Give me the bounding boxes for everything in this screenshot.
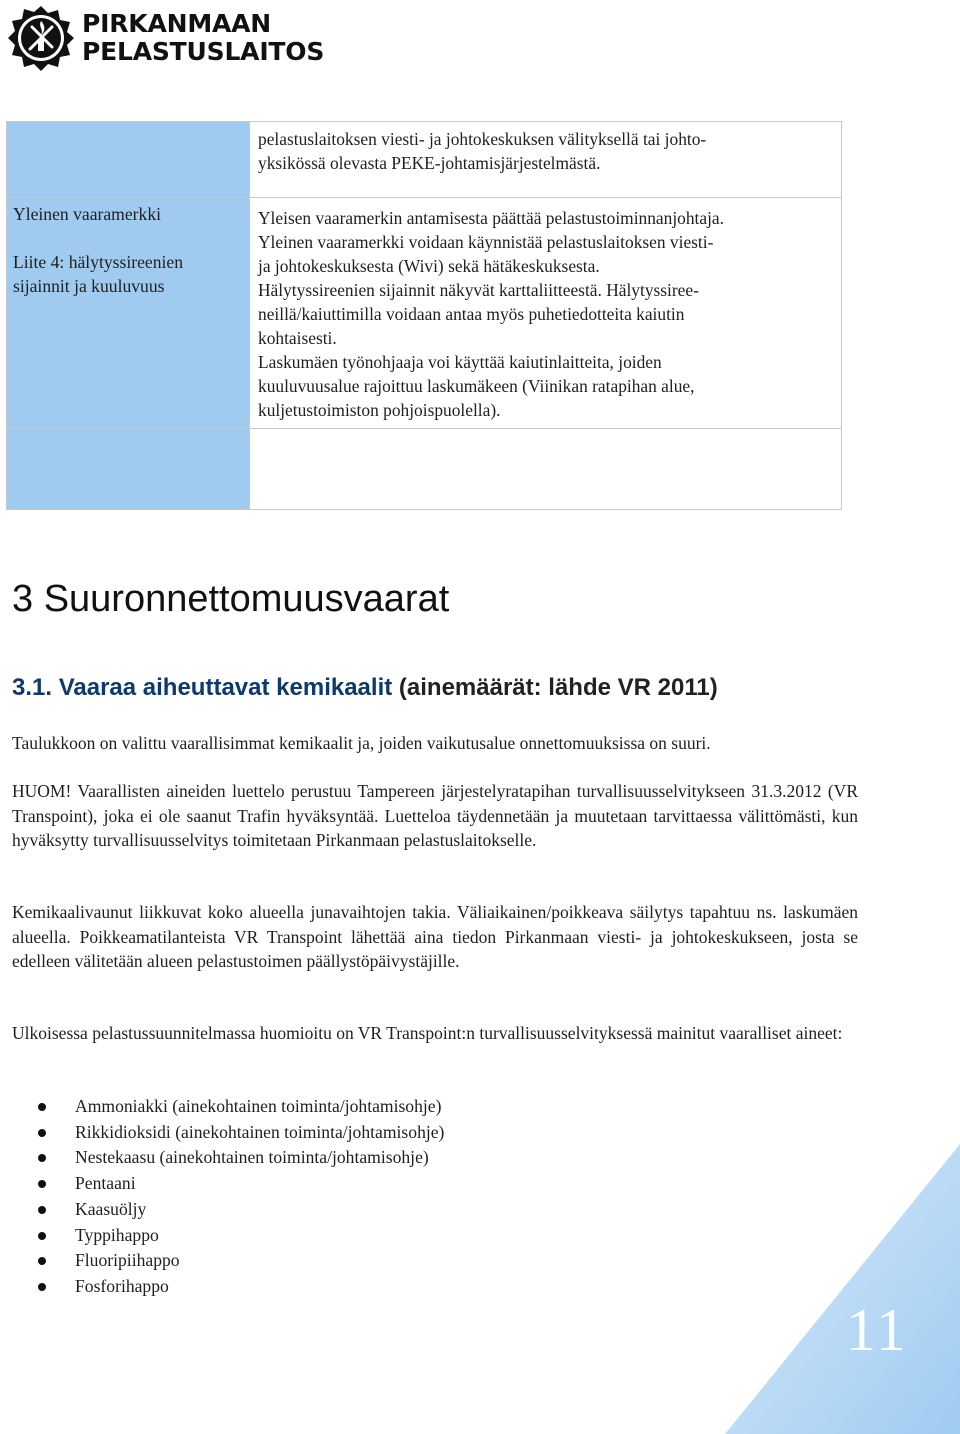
paragraph-4: Ulkoisessa pelastussuunnitelmassa huomioitu on VR Transpoint:n turvallisuusselvityksessä mainitut vaaralliset aineet: <box>12 1023 843 1043</box>
paragraph-2: HUOM! Vaarallisten aineiden luettelo perustuu Tampereen järjestelyratapihan turvallisuusselvitykseen 31.3.2012 (VR Transpoint), joka ei ole saanut Trafin hyväksyntää. Luetteloa täydennetään ja muutetaan tarvittaessa välittömästi, kun hyväksytty turvallisuusselvitys toimitetaan Pirkanmaan pelastuslaitokselle. <box>12 781 858 850</box>
list-item <box>38 1248 444 1274</box>
fire-rescue-emblem-icon <box>8 5 74 71</box>
subsection-heading <box>12 674 718 702</box>
table-cell-left <box>7 198 250 429</box>
list-item <box>38 1197 444 1223</box>
paragraph-1: Taulukkoon on valittu vaarallisimmat kemikaalit ja, joiden vaikutusalue onnettomuuksissa on suuri. <box>12 733 711 753</box>
row2-left <box>7 198 249 298</box>
bullet-icon <box>38 1257 46 1265</box>
paragraph-3: Kemikaalivaunut liikkuvat koko alueella junavaihtojen takia. Väliaikainen/poikkeava säilytys tapahtuu ns. laskumäen alueella. Poikkeamatilanteista VR Transpoint lähettää aina tiedon Pirkanmaan viesti- ja johtokeskukseen, josta se edelleen välitetään alueen pelastustoimen päällystöpäivystäjille. <box>12 902 858 971</box>
table-cell-right <box>250 429 842 510</box>
table-cell-left <box>7 429 250 510</box>
info-table <box>6 121 842 510</box>
list-item <box>38 1171 444 1197</box>
bullet-icon <box>38 1180 46 1188</box>
bullet-icon <box>38 1206 46 1214</box>
bullet-icon <box>38 1283 46 1291</box>
logo-line-2: PELASTUSLAITOS <box>82 37 325 66</box>
list-item <box>38 1120 444 1146</box>
page-number: 11 <box>846 1297 908 1363</box>
list-item <box>38 1274 444 1300</box>
spacer <box>13 226 241 250</box>
row2-left-sub: Liite 4: hälytyssireenien sijainnit ja kuuluvuus <box>13 252 184 296</box>
logo-text <box>82 10 324 66</box>
bullet-icon <box>38 1103 46 1111</box>
table-row <box>7 429 842 510</box>
list-item-label: Fluoripiihappo <box>75 1250 180 1271</box>
row1-text: pelastuslaitoksen viesti- ja johtokeskuksen välityksellä tai johto- yksikössä olevasta PEKE-johtamisjärjestelmästä. <box>258 129 707 173</box>
list-item-label: Kaasuöljy <box>75 1198 147 1219</box>
table-cell-right <box>250 198 842 429</box>
list-item <box>38 1145 444 1171</box>
section-heading: 3 Suuronnettomuusvaarat <box>12 578 450 620</box>
page-header <box>8 4 324 72</box>
list-item-label: Nestekaasu (ainekohtainen toiminta/johtamisohje) <box>75 1147 429 1168</box>
table-cell-left <box>7 122 250 198</box>
row2-left-title: Yleinen vaaramerkki <box>13 204 162 224</box>
corner-decoration <box>725 1144 960 1434</box>
list-item <box>38 1223 444 1249</box>
row2-text: Yleisen vaaramerkin antamisesta päättää pelastustoiminnanjohtaja. Yleinen vaaramerkki voidaan käynnistää pelastuslaitoksen viesti- ja johtokeskuksesta (Wivi) sekä hätäkeskuksesta. Hälytyssireenien sijainnit näkyvät karttaliitteestä. Hälytyssiree- neillä/kaiuttimilla voidaan antaa myös puhetiedotteita kaiutin kohtaisesti. Laskumäen työnohjaaja voi käyttää kaiutinlaitteita, joiden kuuluvuusalue rajoittuu laskumäkeen (Viinikan ratapihan alue, kuljetustoimiston pohjoispuolella). <box>258 208 724 420</box>
bullet-icon <box>38 1232 46 1240</box>
list-item-label: Typpihappo <box>75 1224 159 1245</box>
list-item-label: Fosforihappo <box>75 1275 169 1296</box>
subsection-heading-bold: 3.1. Vaaraa aiheuttavat kemikaalit <box>12 674 393 701</box>
subsection-heading-rest: (ainemäärät: lähde VR 2011) <box>392 674 718 701</box>
list-item <box>38 1094 444 1120</box>
bullet-icon <box>38 1129 46 1137</box>
logo-line-1: PIRKANMAAN <box>82 9 272 38</box>
bullet-icon <box>38 1154 46 1162</box>
list-item-label: Pentaani <box>75 1173 136 1194</box>
table-cell-right <box>250 122 842 198</box>
list-item-label: Ammoniakki (ainekohtainen toiminta/johtamisohje) <box>75 1096 442 1116</box>
table-row <box>7 198 842 429</box>
table-row <box>7 122 842 198</box>
list-item-label: Rikkidioksidi (ainekohtainen toiminta/johtamisohje) <box>75 1121 445 1142</box>
chemical-list <box>38 1094 444 1300</box>
